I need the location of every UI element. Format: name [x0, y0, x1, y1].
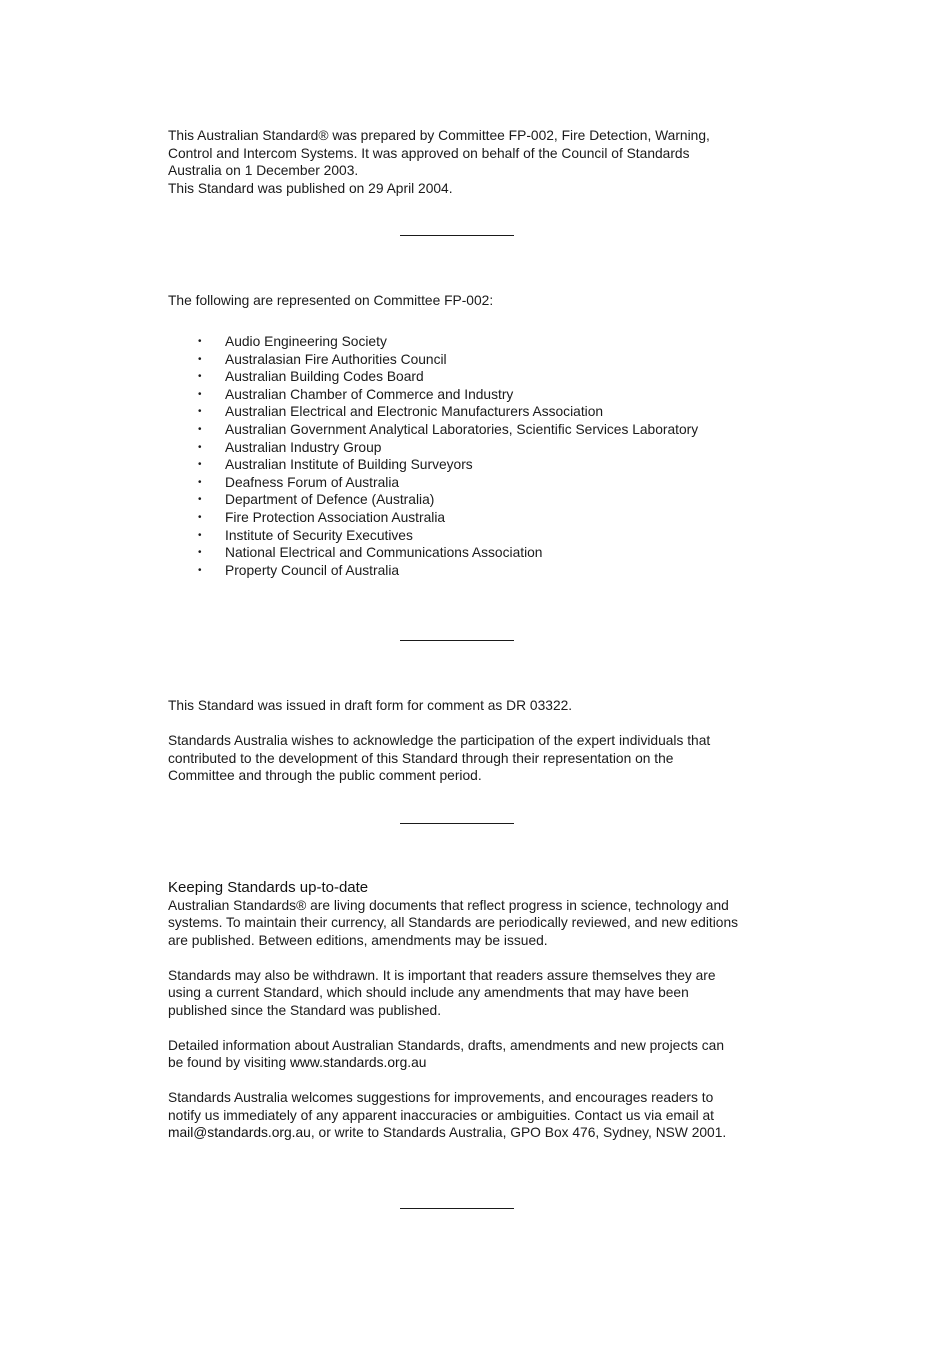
bullet-icon: •	[198, 564, 202, 576]
list-item	[168, 456, 768, 474]
publication-date-line: This Standard was published on 29 April 2004.	[168, 180, 453, 196]
list-item	[168, 509, 768, 527]
keeping-standards-section	[168, 879, 788, 1142]
info-line-2-text: be found by visiting	[168, 1055, 290, 1070]
acknowledgement-line-3: Committee and through the public comment period.	[168, 768, 482, 783]
bullet-icon: •	[198, 511, 202, 523]
committee-heading-block	[168, 292, 768, 310]
member-name: Australian Building Codes Board	[225, 369, 424, 385]
bullet-icon: •	[198, 459, 202, 471]
list-item	[168, 562, 768, 580]
approval-line-2: Control and Intercom Systems. It was approved on behalf of the Council of Standards	[168, 145, 690, 161]
living-documents-line-2: systems. To maintain their currency, all Standards are periodically reviewed, and new editions	[168, 915, 739, 930]
member-name: Fire Protection Association Australia	[225, 509, 446, 525]
bullet-icon: •	[198, 353, 202, 365]
section-divider	[400, 640, 514, 641]
draft-issued-line: This Standard was issued in draft form for comment as DR 03322.	[168, 698, 573, 713]
list-item	[168, 403, 768, 421]
living-documents-line-3: are published. Between editions, amendments may be issued.	[168, 932, 548, 948]
info-line-2	[168, 1054, 788, 1072]
section-divider	[400, 1208, 514, 1209]
draft-statement	[168, 697, 768, 785]
list-item	[168, 386, 768, 404]
bullet-icon: •	[198, 388, 202, 400]
bullet-icon: •	[198, 336, 202, 347]
list-item	[168, 491, 768, 509]
withdrawn-line-1: Standards may also be withdrawn. It is important that readers assure themselves they are	[168, 967, 716, 983]
member-name: Australian Chamber of Commerce and Industry	[225, 386, 514, 402]
member-name: Australasian Fire Authorities Council	[225, 351, 447, 367]
bullet-icon: •	[198, 423, 202, 435]
approval-line-1: This Australian Standard® was prepared by Committee FP-002, Fire Detection, Warning,	[168, 128, 710, 143]
bullet-icon: •	[198, 371, 202, 383]
list-item	[168, 351, 768, 369]
withdrawn-line-3: published since the Standard was published.	[168, 1002, 442, 1018]
member-name: Institute of Security Executives	[225, 527, 413, 543]
bullet-icon: •	[198, 494, 202, 506]
list-item	[168, 527, 768, 545]
info-line-1: Detailed information about Australian Standards, drafts, amendments and new projects can	[168, 1037, 725, 1053]
member-name: Department of Defence (Australia)	[225, 492, 435, 508]
list-item	[168, 544, 768, 562]
member-name: Audio Engineering Society	[225, 334, 387, 349]
approval-line-3: Australia on 1 December 2003.	[168, 163, 359, 178]
member-name: National Electrical and Communications Association	[225, 545, 543, 561]
withdrawn-line-2: using a current Standard, which should include any amendments that may have been	[168, 985, 689, 1000]
bullet-icon: •	[198, 476, 202, 488]
member-name: Deafness Forum of Australia	[225, 474, 400, 490]
committee-members-list	[168, 333, 768, 579]
list-item	[168, 333, 768, 351]
bullet-icon: •	[198, 441, 202, 453]
website-link[interactable]: www.standards.org.au	[289, 1055, 427, 1070]
member-name: Australian Industry Group	[225, 439, 382, 455]
member-name: Property Council of Australia	[225, 562, 400, 578]
committee-heading: The following are represented on Committee FP-002:	[168, 293, 494, 308]
section-heading: Keeping Standards up-to-date	[168, 879, 369, 896]
list-item	[168, 368, 768, 386]
list-item	[168, 421, 768, 439]
suggestions-line-2: notify us immediately of any apparent inaccuracies or ambiguities. Contact us via email at	[168, 1107, 715, 1123]
list-item	[168, 439, 768, 457]
member-name: Australian Government Analytical Laboratories, Scientific Services Laboratory	[225, 421, 699, 437]
bullet-icon: •	[198, 406, 202, 418]
suggestions-line-3	[168, 1124, 788, 1142]
acknowledgement-line-2: contributed to the development of this Standard through their representation on the	[168, 750, 674, 766]
acknowledgement-line-1: Standards Australia wishes to acknowledge the participation of the expert individuals that	[168, 733, 711, 748]
suggestions-line-3-text: , or write to Standards Australia, GPO Box 476, Sydney, NSW 2001.	[310, 1125, 727, 1140]
living-documents-line-1: Australian Standards® are living documents that reflect progress in science, technology and	[168, 897, 729, 913]
bullet-icon: •	[198, 529, 202, 541]
approval-statement	[168, 127, 768, 197]
member-name: Australian Institute of Building Surveyors	[225, 457, 473, 473]
email-link[interactable]: mail@standards.org.au	[168, 1125, 311, 1140]
section-divider	[400, 235, 514, 236]
section-divider	[400, 823, 514, 824]
suggestions-line-1: Standards Australia welcomes suggestions for improvements, and encourages readers to	[168, 1090, 714, 1105]
member-name: Australian Electrical and Electronic Manufacturers Association	[225, 404, 604, 420]
bullet-icon: •	[198, 547, 202, 559]
list-item	[168, 474, 768, 492]
